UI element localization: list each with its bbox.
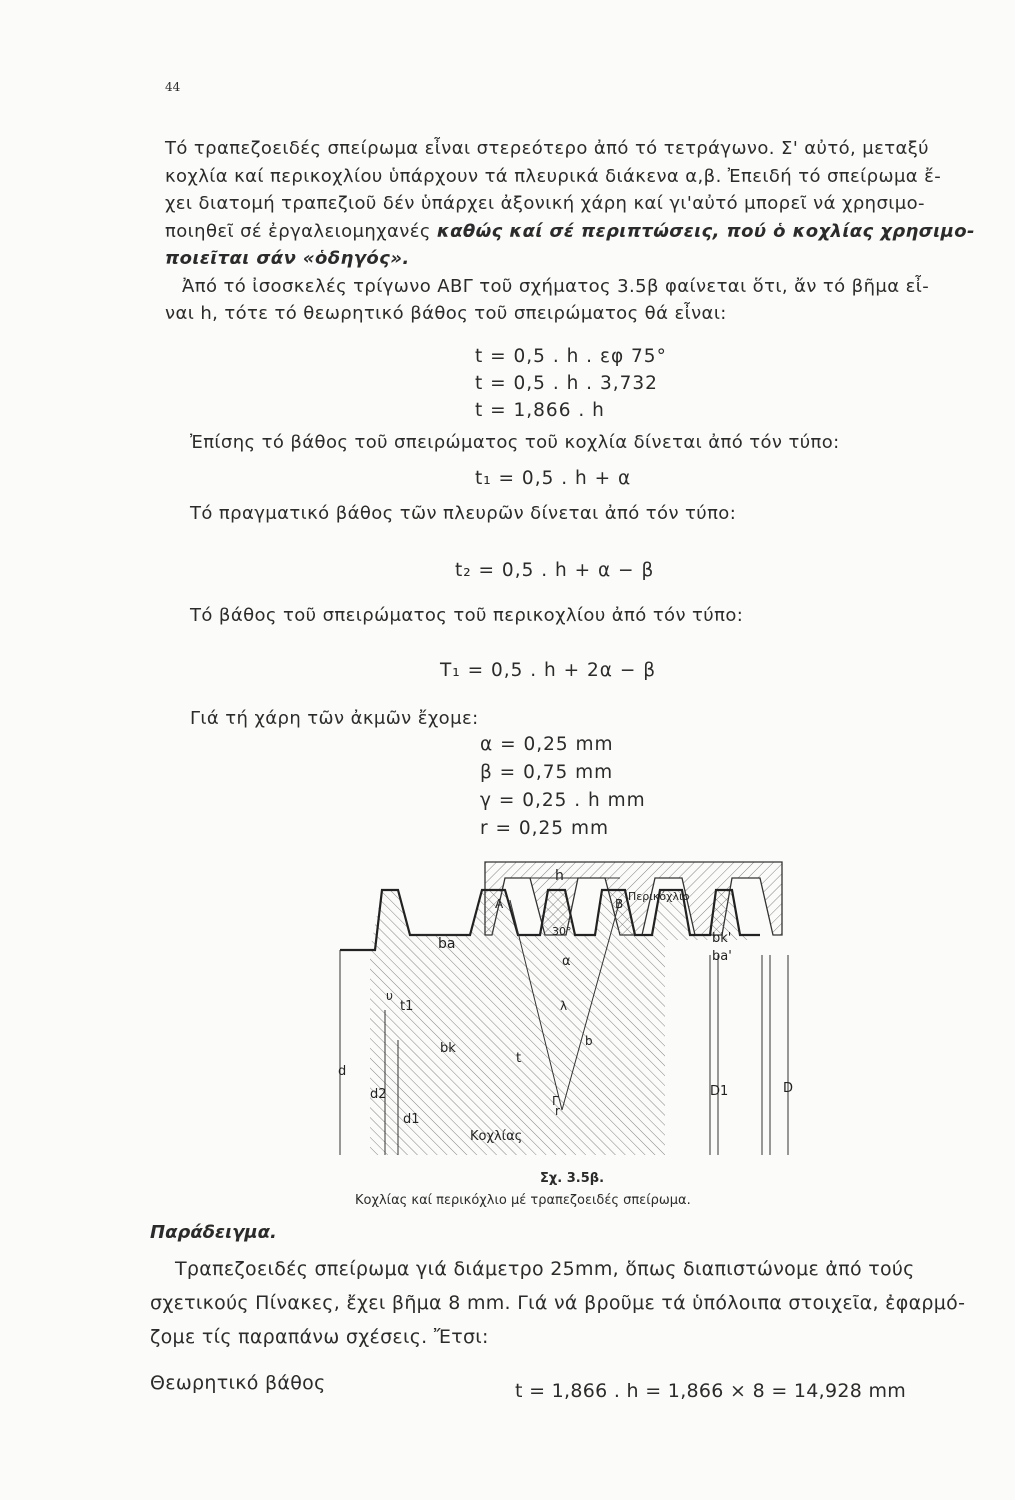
label-d: d — [338, 1064, 347, 1079]
equation-t2: t₂ = 0,5 . h + α − β — [455, 560, 655, 581]
equation-T1: T₁ = 0,5 . h + 2α − β — [440, 660, 657, 681]
label-h: h — [555, 868, 564, 884]
intro-bold-2: ποιεῖται σάν «ὁδηγός». — [165, 248, 410, 269]
label-ba1: ba' — [712, 949, 732, 964]
label-screw: Κοχλίας — [470, 1129, 523, 1144]
thread-figure — [330, 860, 800, 1160]
text-t1-intro: Ἐπίσης τό βάθος τοῦ σπειρώματος τοῦ κοχλία δίνεται ἀπό τόν τύπο: — [190, 432, 840, 453]
equation-t-3: t = 1,866 . h — [475, 400, 605, 421]
para2-line-1: Ἀπό τό ἰσοσκελές τρίγωνο ΑΒΓ τοῦ σχήματος 3.5β φαίνεται ὅτι, ἄν τό βῆμα εἶ- — [182, 276, 930, 297]
label-nut: Περικόχλιο — [628, 890, 690, 903]
label-angle: 30° — [552, 925, 572, 938]
clearance-g: γ = 0,25 . h mm — [480, 790, 646, 811]
text-clearance-intro: Γιά τή χάρη τῶν ἀκμῶν ἔχομε: — [190, 708, 479, 729]
label-D1: D1 — [710, 1084, 729, 1099]
result-label: Θεωρητικό βάθος — [150, 1372, 326, 1394]
text-t2-intro: Τό πραγματικό βάθος τῶν πλευρῶν δίνεται ἀπό τόν τύπο: — [190, 503, 737, 524]
page-number: 44 — [165, 80, 181, 94]
result-equation: t = 1,866 . h = 1,866 × 8 = 14,928 mm — [515, 1380, 907, 1402]
label-D: D — [783, 1081, 794, 1096]
label-d1: d1 — [403, 1112, 420, 1127]
label-b: b — [585, 1034, 593, 1048]
para2-line-2: ναι h, τότε τό θεωρητικό βάθος τοῦ σπειρώματος θά εἶναι: — [165, 303, 727, 324]
example-line-1: Τραπεζοειδές σπείρωμα γιά διάμετρο 25mm, ὅπως διαπιστώνομε ἀπό τούς — [175, 1258, 915, 1280]
label-A: A — [495, 897, 504, 911]
screw-mask — [665, 940, 800, 1160]
label-G: Γ — [552, 1094, 559, 1108]
label-t: t — [516, 1051, 522, 1066]
clearance-a: α = 0,25 mm — [480, 734, 614, 755]
label-B: B — [615, 897, 624, 911]
equation-t1: t₁ = 0,5 . h + α — [475, 468, 632, 489]
intro-line-1: Τό τραπεζοειδές σπείρωμα εἶναι στερεότερο ἀπό τό τετράγωνο. Σ' αὐτό, μεταξύ — [165, 138, 929, 159]
figure-caption: Κοχλίας καί περικόχλιο μέ τραπεζοειδές σπείρωμα. — [355, 1193, 691, 1208]
example-line-3: ζομε τίς παραπάνω σχέσεις. Ἔτσι: — [150, 1326, 489, 1348]
intro-line-4 — [165, 221, 975, 242]
clearance-b: β = 0,75 mm — [480, 762, 614, 783]
equation-t-2: t = 0,5 . h . 3,732 — [475, 373, 658, 394]
label-a: α — [562, 954, 571, 969]
intro-line-4-plain: ποιηθεῖ σέ ἐργαλειομηχανές — [165, 221, 431, 242]
label-u: υ — [386, 989, 393, 1003]
label-bk: bk — [440, 1041, 456, 1056]
label-r: r — [555, 1104, 560, 1118]
label-ba: ba — [438, 936, 456, 952]
intro-line-2: κοχλία καί περικοχλίου ὑπάρχουν τά πλευρικά διάκενα α,β. Ἐπειδή τό σπείρωμα ἔ- — [165, 166, 942, 187]
equation-t-1: t = 0,5 . h . εφ 75° — [475, 346, 667, 367]
intro-line-3: χει διατομή τραπεζιοῦ δέν ὑπάρχει ἀξονική χάρη καί γι'αὐτό μπορεῖ νά χρησιμο- — [165, 193, 925, 214]
clearance-r: r = 0,25 mm — [480, 818, 609, 839]
example-heading: Παράδειγμα. — [150, 1222, 277, 1243]
label-d2: d2 — [370, 1087, 387, 1102]
label-t1: t1 — [400, 999, 414, 1014]
label-bk1: bk' — [712, 931, 732, 946]
label-lambda: λ — [560, 999, 568, 1013]
example-line-2: σχετικούς Πίνακες, ἔχει βῆμα 8 mm. Γιά νά βροῦμε τά ὑπόλοιπα στοιχεῖα, ἐφαρμό- — [150, 1292, 966, 1314]
intro-bold-1: καθώς καί σέ περιπτώσεις, πού ὁ κοχλίας χρησιμο- — [436, 221, 975, 242]
text-T1-intro: Τό βάθος τοῦ σπειρώματος τοῦ περικοχλίου ἀπό τόν τύπο: — [190, 605, 744, 626]
figure-number: Σχ. 3.5β. — [540, 1171, 605, 1186]
